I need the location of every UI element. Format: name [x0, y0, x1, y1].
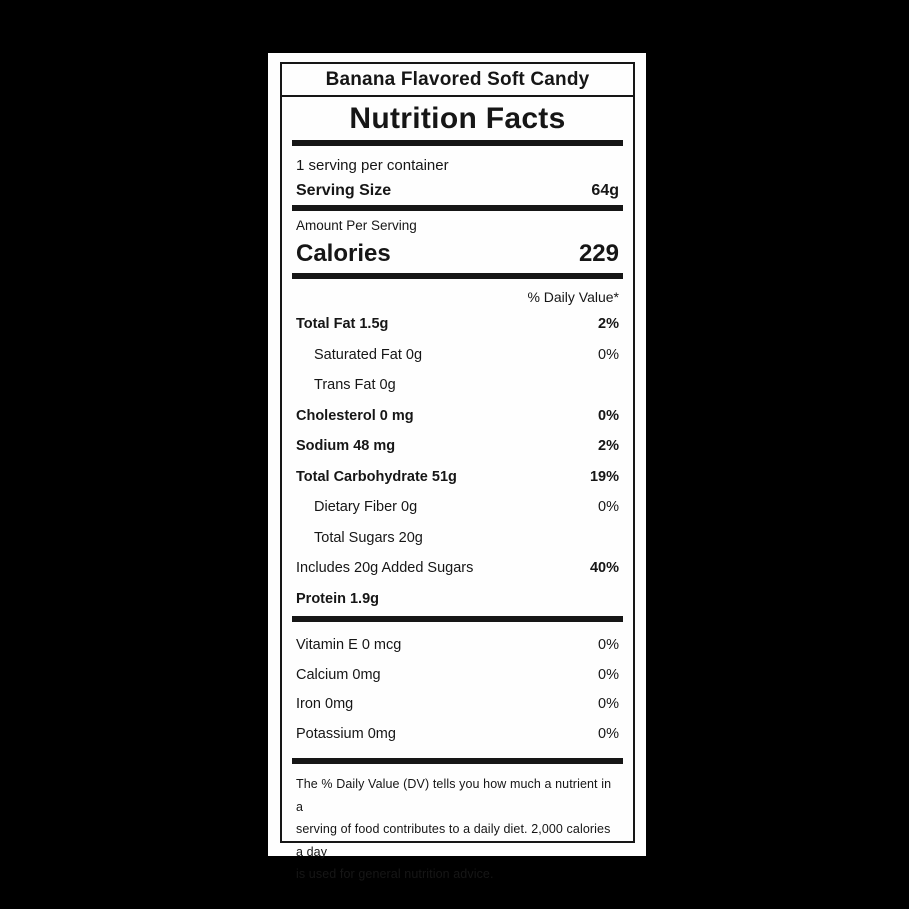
footnote-line: serving of food contributes to a daily diet. 2,000 calories a day [296, 822, 611, 859]
divider-thick [292, 616, 623, 622]
vitamin-row-calcium [296, 660, 619, 690]
nutrient-dv: 19% [589, 468, 619, 485]
vitamin-label: Vitamin E 0 mcg [296, 636, 402, 653]
vitamin-row-vitamin-e [296, 630, 619, 660]
nutrient-label: Includes 20g Added Sugars [296, 560, 474, 577]
nutrient-dv: 40% [589, 560, 619, 577]
divider-thick [292, 273, 623, 279]
vitamin-row-potassium [296, 719, 619, 749]
nutrient-label: Total Sugars 20g [314, 529, 423, 546]
vitamin-dv: 0% [598, 636, 619, 653]
nutrient-dv: 2% [598, 316, 619, 333]
nutrient-dv: 0% [598, 407, 619, 424]
vitamin-dv: 0% [598, 726, 619, 743]
nutrient-row-sodium [296, 431, 619, 462]
nutrient-label: Protein 1.9g [296, 590, 379, 607]
calories-value: 229 [578, 240, 619, 267]
nutrient-row-added-sugars [296, 553, 619, 584]
vitamin-label: Iron 0mg [296, 696, 354, 713]
nutrition-label-border-box [280, 62, 635, 882]
nutrient-row-total-fat [296, 309, 619, 340]
vitamin-dv: 0% [598, 696, 619, 713]
nutrient-row-cholesterol [296, 401, 619, 432]
nutrient-list [296, 309, 619, 614]
nutrient-label: Total Carbohydrate 51g [296, 468, 457, 485]
serving-size-row [296, 181, 619, 200]
nutrient-label: Dietary Fiber 0g [314, 499, 418, 516]
serving-size-label: Serving Size [296, 182, 392, 199]
calories-label: Calories [296, 240, 391, 267]
footnote-line: The % Daily Value (DV) tells you how much a nutrient in a [296, 777, 612, 814]
nutrient-label: Trans Fat 0g [314, 377, 396, 394]
product-name: Banana Flavored Soft Candy [282, 64, 633, 97]
footnote-line: is used for general nutrition advice. [296, 867, 494, 882]
nutrient-row-protein [296, 584, 619, 615]
nutrient-row-dietary-fiber [296, 492, 619, 523]
divider-thick [292, 140, 623, 146]
vitamin-list [282, 630, 633, 749]
daily-value-footnote [282, 773, 633, 886]
nutrient-row-total-carbohydrate [296, 462, 619, 493]
nutrient-dv: 0% [598, 346, 619, 363]
nutrient-row-trans-fat [296, 370, 619, 401]
nutrient-row-saturated-fat [296, 340, 619, 371]
nutrient-row-total-sugars [296, 523, 619, 554]
nutrient-dv: 2% [598, 438, 619, 455]
calories-row [296, 239, 619, 269]
vitamin-row-iron [296, 690, 619, 720]
nutrient-dv: 0% [598, 499, 619, 516]
nutrient-label: Cholesterol 0 mg [296, 407, 414, 424]
nutrition-label [268, 53, 646, 882]
vitamin-label: Calcium 0mg [296, 666, 381, 683]
daily-value-header: % Daily Value* [527, 289, 619, 305]
nutrient-label: Total Fat 1.5g [296, 316, 389, 333]
divider-thick [292, 205, 623, 211]
vitamin-dv: 0% [598, 666, 619, 683]
nutrient-label: Sodium 48 mg [296, 438, 396, 455]
divider-thick [292, 758, 623, 764]
nutrition-facts-title: Nutrition Facts [349, 102, 566, 135]
serving-size-value: 64g [591, 182, 619, 199]
amount-per-serving-label: Amount Per Serving [296, 218, 417, 233]
nutrient-label: Saturated Fat 0g [314, 346, 423, 363]
servings-per-container: 1 serving per container [296, 157, 449, 174]
vitamin-label: Potassium 0mg [296, 726, 396, 743]
